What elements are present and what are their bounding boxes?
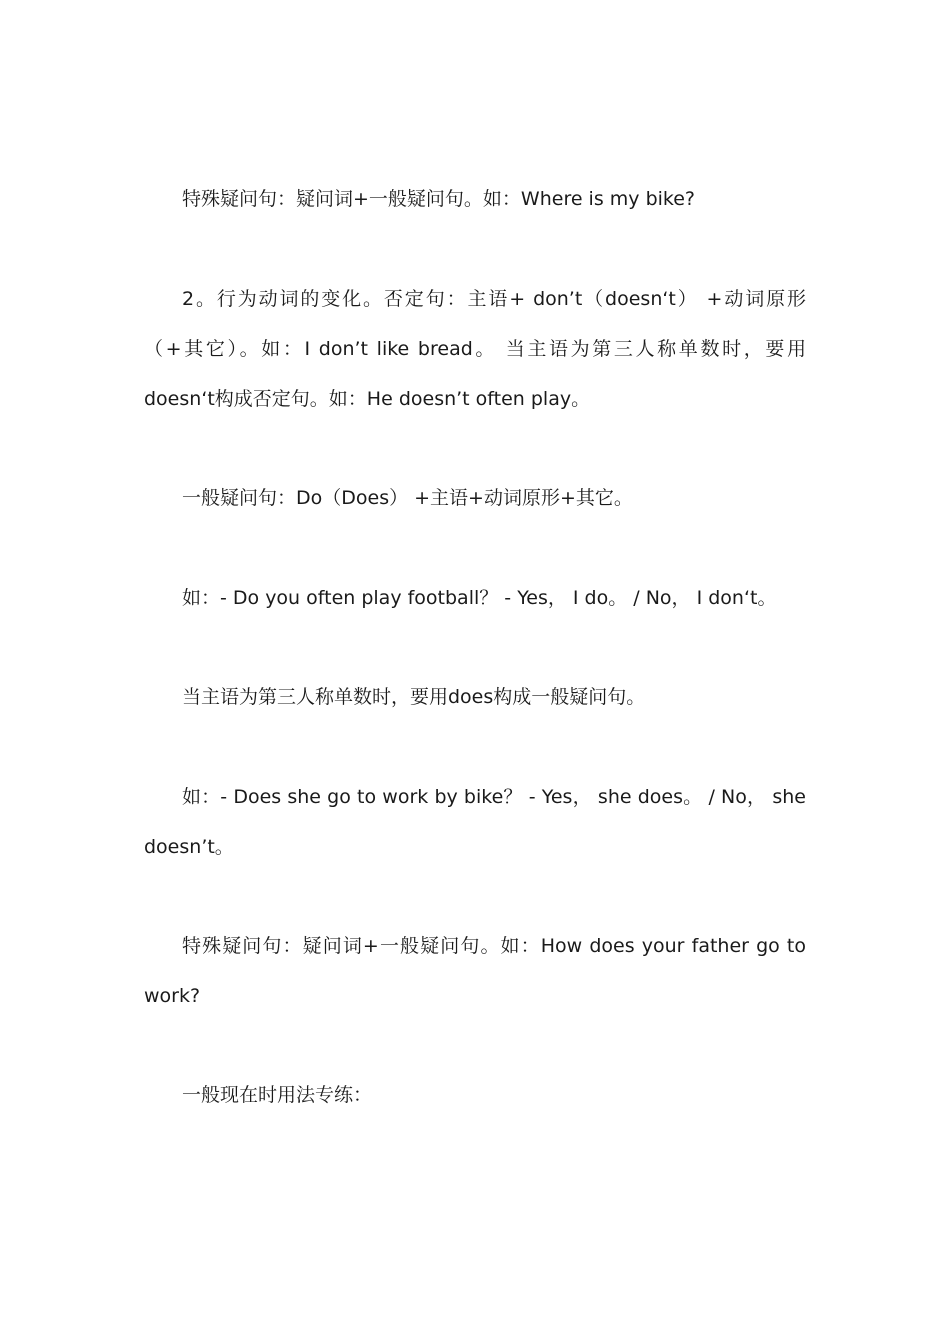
- paragraph-example-do: [144, 573, 806, 623]
- paragraph-example-does: [144, 772, 806, 872]
- text-line: 一般疑问句：Do（Does） +主语+动词原形+其它。: [182, 487, 633, 509]
- paragraph-special-question: [144, 174, 806, 224]
- paragraph-third-person-question: [144, 672, 806, 722]
- text-line: 如：- Does she go to work by bike？ - Yes， she does。 / No， she: [182, 786, 806, 808]
- text-line: 如：- Do you often play football？ - Yes， I do。 / No， I don‘t。: [182, 587, 777, 609]
- paragraph-special-question-how: [144, 921, 806, 1021]
- text-line: 当主语为第三人称单数时，要用does构成一般疑问句。: [182, 686, 646, 708]
- text-line: 2。行为动词的变化。否定句：主语+ don’t（doesn‘t） +动词原形: [182, 288, 806, 310]
- paragraph-general-question: [144, 473, 806, 523]
- text-line: 一般现在时用法专练：: [182, 1084, 373, 1106]
- text-line: work?: [144, 985, 201, 1007]
- text-line: （+其它）。如：I don’t like bread。 当主语为第三人称单数时，要用: [144, 338, 806, 360]
- text-line: 特殊疑问句：疑问词+一般疑问句。如：How does your father go to: [182, 935, 806, 957]
- text-line: doesn’t。: [144, 836, 234, 858]
- paragraph-practice-heading: [144, 1070, 806, 1120]
- text-line: doesn‘t构成否定句。如：He doesn’t often play。: [144, 388, 591, 410]
- text-line: 特殊疑问句：疑问词+一般疑问句。如：Where is my bike?: [182, 188, 696, 210]
- paragraph-action-verb-negative: [144, 274, 806, 424]
